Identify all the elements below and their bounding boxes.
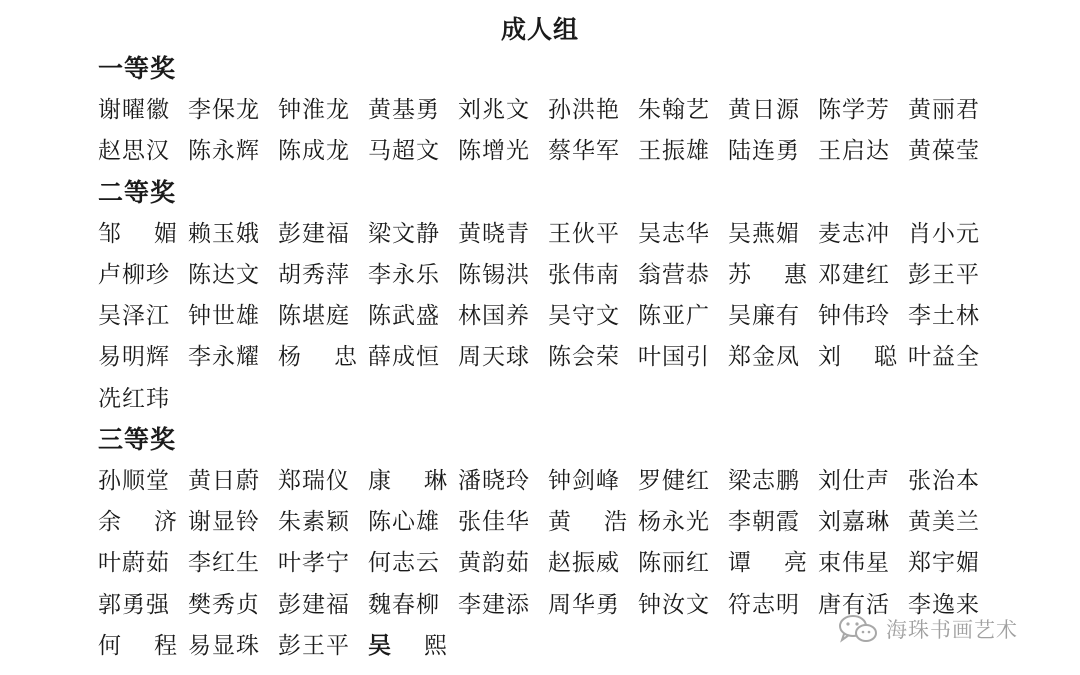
awardee-name: 李 永 乐 — [368, 262, 440, 288]
awardee-name: 潘 晓 玲 — [458, 468, 530, 494]
awardee-name: 刘 聪 — [818, 344, 897, 371]
awardee-name: 黄 基 勇 — [368, 97, 440, 124]
awardee-name: 刘 仕 声 — [818, 468, 890, 494]
awardee-name: 叶 蔚 茹 — [98, 550, 170, 577]
awardee-name: 张 伟 南 — [548, 262, 620, 288]
awardee-name: 吴 燕 媚 — [728, 220, 800, 247]
awardee-name: 梁 文 静 — [368, 220, 440, 247]
awardee-name: 魏 春 柳 — [368, 591, 440, 618]
awardee-name: 谢 显 铃 — [188, 509, 260, 536]
awardee-name: 赵 思 汉 — [98, 138, 170, 165]
awardee-name: 黄 韵 茹 — [458, 550, 530, 577]
awardee-name: 黄 日 蔚 — [188, 468, 260, 494]
awardee-name: 杨 忠 — [278, 344, 357, 371]
name-row — [98, 381, 188, 417]
awardee-name: 彭 王 平 — [908, 262, 980, 288]
awardee-name: 王 启 达 — [818, 138, 890, 165]
awardee-name: 陈 永 辉 — [188, 138, 260, 165]
awardee-name: 王 振 雄 — [638, 138, 710, 165]
awardee-name: 杨 永 光 — [638, 509, 710, 536]
name-row — [98, 504, 998, 540]
awardee-name: 梁 志 鹏 — [728, 468, 800, 494]
awardee-name: 李 朝 霞 — [728, 509, 800, 536]
awardee-name: 黄 晓 青 — [458, 220, 530, 247]
awardee-name: 李 土 林 — [908, 303, 980, 330]
awardee-name: 陈 增 光 — [458, 138, 530, 165]
awardee-name: 陈 学 芳 — [818, 97, 890, 124]
name-row — [98, 92, 998, 128]
awardee-name: 黄 美 兰 — [908, 509, 980, 536]
awardee-name: 易 显 珠 — [188, 632, 260, 659]
awardee-name: 张 治 本 — [908, 468, 980, 494]
name-row — [98, 628, 458, 664]
awardee-name: 赖 玉 娥 — [188, 220, 260, 247]
awardee-name: 吴 廉 有 — [728, 303, 800, 330]
awardee-name: 陈 成 龙 — [278, 138, 350, 165]
awardee-name: 李 建 添 — [458, 591, 530, 618]
awardee-name: 谢 曜 徽 — [98, 97, 170, 124]
section-heading: 二等奖 — [98, 177, 177, 207]
awardee-name: 陈 达 文 — [188, 262, 260, 288]
name-row — [98, 298, 998, 334]
watermark-text: 海珠书画艺术 — [886, 618, 1018, 642]
awardee-name: 李 保 龙 — [188, 97, 260, 124]
awardee-name: 叶 孝 宁 — [278, 550, 350, 577]
awardee-name: 刘 嘉 琳 — [818, 509, 890, 536]
awardee-name: 周 天 球 — [458, 344, 530, 371]
awardee-name: 肖 小 元 — [908, 220, 980, 247]
awardee-name: 吴 守 文 — [548, 303, 620, 330]
awardee-name: 樊 秀 贞 — [188, 591, 260, 618]
wechat-icon — [838, 614, 878, 644]
awardee-name: 易 明 辉 — [98, 344, 170, 371]
awardee-name: 吴 志 华 — [638, 220, 710, 247]
awardee-name: 郑 瑞 仪 — [278, 468, 350, 494]
awardee-name: 何 志 云 — [368, 550, 440, 577]
awardee-name: 何 程 — [98, 632, 177, 659]
awardee-name: 吴 熙 — [368, 631, 447, 659]
awardee-name: 赵 振 威 — [548, 550, 620, 577]
awardee-name: 叶 益 全 — [908, 344, 980, 371]
awardee-name: 孙 顺 堂 — [98, 468, 170, 494]
awardee-name: 陈 堪 庭 — [278, 303, 350, 330]
awardee-name: 冼 红 玮 — [98, 385, 170, 412]
name-row — [98, 545, 998, 581]
name-row — [98, 339, 998, 375]
awardee-name: 黄 葆 莹 — [908, 138, 980, 165]
watermark — [838, 612, 1018, 646]
awardee-name: 胡 秀 萍 — [278, 262, 350, 288]
awardee-name: 陆 连 勇 — [728, 138, 800, 165]
awardee-name: 符 志 明 — [728, 591, 800, 618]
awardee-name: 黄 日 源 — [728, 97, 800, 124]
awardee-name: 黄 浩 — [548, 509, 627, 536]
awardee-name: 蔡 华 军 — [548, 138, 620, 165]
awardee-name: 陈 亚 广 — [638, 303, 710, 330]
name-row — [98, 257, 998, 293]
awardee-name: 钟 世 雄 — [188, 303, 260, 330]
awardee-name: 唐 有 活 — [818, 591, 890, 618]
awardee-name: 钟 伟 玲 — [818, 303, 890, 330]
awardee-name: 张 佳 华 — [458, 509, 530, 536]
awardee-name: 陈 武 盛 — [368, 303, 440, 330]
awardee-name: 黄 丽 君 — [908, 97, 980, 124]
awardee-name: 苏 惠 — [728, 262, 807, 288]
awardee-name: 刘 兆 文 — [458, 97, 530, 124]
awardee-name: 麦 志 冲 — [818, 220, 890, 247]
awardee-name: 马 超 文 — [368, 138, 440, 165]
name-row — [98, 133, 998, 169]
awardee-name: 朱 翰 艺 — [638, 97, 710, 124]
awardee-name: 陈 锡 洪 — [458, 262, 530, 288]
awardee-name: 彭 建 福 — [278, 220, 350, 247]
awardee-name: 邓 建 红 — [818, 262, 890, 288]
awardee-name: 束 伟 星 — [818, 550, 890, 577]
awardee-name: 李 红 生 — [188, 550, 260, 577]
awardee-name: 孙 洪 艳 — [548, 97, 620, 124]
awardee-name: 邹 媚 — [98, 220, 177, 247]
awardee-name: 郑 宇 媚 — [908, 550, 980, 577]
section-heading: 一等奖 — [98, 54, 177, 83]
awardee-name: 谭 亮 — [728, 550, 807, 577]
awardee-name: 翁 营 恭 — [638, 262, 710, 288]
awardee-name: 钟 剑 峰 — [548, 468, 620, 494]
awardee-name: 郑 金 凤 — [728, 344, 800, 371]
awardee-name: 钟 淮 龙 — [278, 97, 350, 124]
awardee-name: 周 华 勇 — [548, 591, 620, 618]
awardee-name: 陈 会 荣 — [548, 344, 620, 371]
awardee-name: 叶 国 引 — [638, 344, 710, 371]
awardee-name: 卢 柳 珍 — [98, 262, 170, 288]
awardee-name: 林 国 养 — [458, 303, 530, 330]
awardee-name: 康 琳 — [368, 468, 447, 494]
awardee-name: 王 伙 平 — [548, 220, 620, 247]
awardee-name: 彭 王 平 — [278, 632, 350, 659]
section-heading: 三等奖 — [98, 424, 177, 454]
name-row — [98, 463, 998, 499]
awardee-name: 吴 泽 江 — [98, 303, 170, 330]
awardee-name: 朱 素 颖 — [278, 509, 350, 536]
awardee-name: 薛 成 恒 — [368, 344, 440, 371]
awardee-name: 罗 健 红 — [638, 468, 710, 494]
awardee-name: 李 逸 来 — [908, 591, 980, 618]
awardee-name: 彭 建 福 — [278, 591, 350, 618]
awardee-name: 李 永 耀 — [188, 344, 260, 371]
awardee-name: 陈 丽 红 — [638, 550, 710, 577]
awardee-name: 郭 勇 强 — [98, 591, 170, 618]
page-title: 成人组 — [500, 15, 579, 44]
awardee-name: 钟 汝 文 — [638, 591, 710, 618]
awardee-name: 陈 心 雄 — [368, 509, 440, 536]
name-row — [98, 216, 998, 252]
awardee-name: 余 济 — [98, 509, 177, 536]
